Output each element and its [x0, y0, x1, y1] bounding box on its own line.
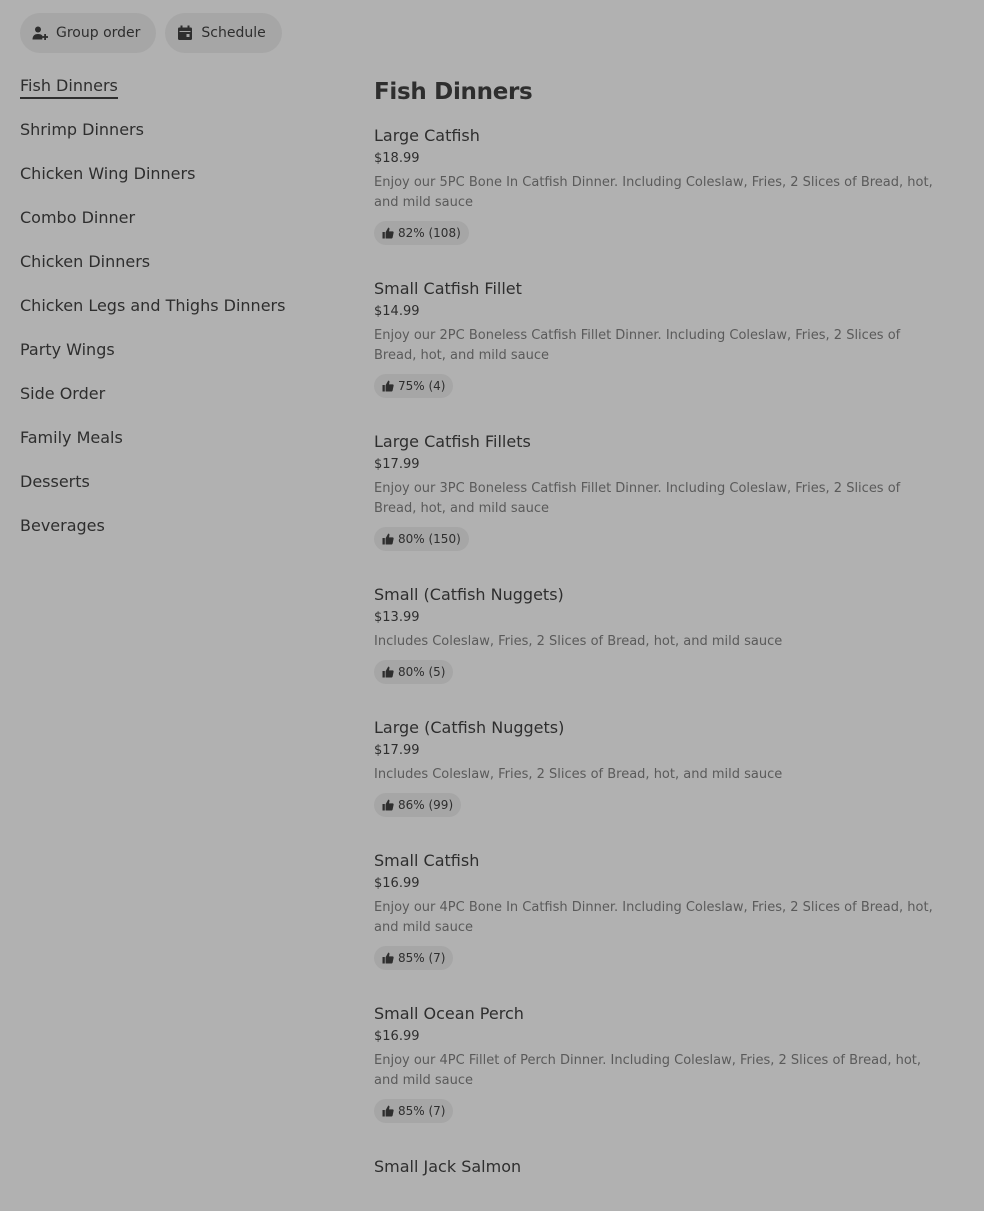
schedule-label: Schedule	[201, 25, 266, 41]
menu-item[interactable]	[374, 583, 954, 684]
thumbs-up-icon	[382, 380, 394, 392]
sidebar-item-label: Shrimp Dinners	[20, 120, 144, 139]
rating-text: 85% (7)	[398, 1104, 446, 1118]
sidebar-item-desserts[interactable]	[20, 470, 340, 514]
rating-badge	[374, 527, 469, 551]
item-price: $17.99	[374, 743, 420, 758]
item-price: $17.99	[374, 457, 420, 472]
item-name: Small (Catfish Nuggets)	[374, 585, 564, 604]
item-name: Small Catfish	[374, 851, 480, 870]
item-description: Enjoy our 2PC Boneless Catfish Fillet Dinner. Including Coleslaw, Fries, 2 Slices of Bread, hot, and mild sauce	[374, 328, 901, 363]
item-name: Small Ocean Perch	[374, 1004, 524, 1023]
item-price: $16.99	[374, 1029, 420, 1044]
rating-badge	[374, 793, 461, 817]
item-price: $13.99	[374, 610, 420, 625]
sidebar-item-fish-dinners[interactable]	[20, 74, 340, 118]
sidebar-item-label: Desserts	[20, 472, 90, 491]
rating-badge	[374, 1099, 453, 1123]
rating-text: 85% (7)	[398, 951, 446, 965]
thumbs-up-icon	[382, 952, 394, 964]
rating-text: 86% (99)	[398, 798, 454, 812]
item-description: Enjoy our 5PC Bone In Catfish Dinner. Including Coleslaw, Fries, 2 Slices of Bread, hot, and mild sauce	[374, 175, 933, 210]
rating-text: 80% (150)	[398, 532, 461, 546]
item-description: Includes Coleslaw, Fries, 2 Slices of Bread, hot, and mild sauce	[374, 767, 783, 782]
rating-badge	[374, 660, 453, 684]
menu-item[interactable]	[374, 1002, 954, 1123]
item-description: Enjoy our 4PC Fillet of Perch Dinner. Including Coleslaw, Fries, 2 Slices of Bread, hot, and mild sauce	[374, 1053, 922, 1088]
sidebar-item-label: Beverages	[20, 516, 105, 535]
item-name: Small Jack Salmon	[374, 1157, 522, 1176]
sidebar-item-label: Family Meals	[20, 428, 123, 447]
item-description: Includes Coleslaw, Fries, 2 Slices of Bread, hot, and mild sauce	[374, 634, 783, 649]
section-title: Fish Dinners	[374, 79, 533, 105]
item-name: Large Catfish	[374, 126, 480, 145]
thumbs-up-icon	[382, 799, 394, 811]
sidebar-item-party-wings[interactable]	[20, 338, 340, 382]
group-order-button[interactable]	[20, 13, 156, 53]
item-price: $14.99	[374, 304, 420, 319]
sidebar-item-label: Chicken Wing Dinners	[20, 164, 196, 183]
sidebar-item-beverages[interactable]	[20, 514, 340, 558]
group-order-label: Group order	[56, 25, 141, 41]
thumbs-up-icon	[382, 666, 394, 678]
menu-item[interactable]	[374, 430, 954, 551]
item-description: Enjoy our 3PC Boneless Catfish Fillet Dinner. Including Coleslaw, Fries, 2 Slices of Bread, hot, and mild sauce	[374, 481, 901, 516]
menu-item[interactable]	[374, 124, 954, 245]
rating-badge	[374, 221, 469, 245]
item-name: Large Catfish Fillets	[374, 432, 531, 451]
item-name: Large (Catfish Nuggets)	[374, 718, 565, 737]
rating-badge	[374, 946, 453, 970]
sidebar-item-chicken-dinners[interactable]	[20, 250, 340, 294]
item-price: $16.99	[374, 876, 420, 891]
rating-text: 75% (4)	[398, 379, 446, 393]
sidebar-item-label: Chicken Dinners	[20, 252, 151, 271]
schedule-button[interactable]	[165, 13, 281, 53]
menu-item[interactable]	[374, 716, 954, 817]
category-sidebar	[20, 74, 340, 558]
item-name: Small Catfish Fillet	[374, 279, 522, 298]
menu-item[interactable]	[374, 849, 954, 970]
menu-item[interactable]	[374, 1155, 954, 1179]
sidebar-item-label: Party Wings	[20, 340, 115, 359]
sidebar-item-label: Chicken Legs and Thighs Dinners	[20, 296, 286, 315]
sidebar-item-shrimp-dinners[interactable]	[20, 118, 340, 162]
sidebar-item-label: Side Order	[20, 384, 106, 403]
sidebar-item-chicken-legs-thighs[interactable]	[20, 294, 340, 338]
item-description: Enjoy our 4PC Bone In Catfish Dinner. Including Coleslaw, Fries, 2 Slices of Bread, hot, and mild sauce	[374, 900, 933, 935]
thumbs-up-icon	[382, 533, 394, 545]
menu-section	[374, 76, 954, 1211]
rating-text: 80% (5)	[398, 665, 446, 679]
item-price: $18.99	[374, 151, 420, 166]
sidebar-item-side-order[interactable]	[20, 382, 340, 426]
person-add-icon	[32, 25, 48, 41]
sidebar-item-label: Combo Dinner	[20, 208, 136, 227]
calendar-icon	[177, 25, 193, 41]
thumbs-up-icon	[382, 227, 394, 239]
sidebar-item-label: Fish Dinners	[20, 75, 118, 99]
thumbs-up-icon	[382, 1105, 394, 1117]
rating-badge	[374, 374, 453, 398]
sidebar-item-combo-dinner[interactable]	[20, 206, 340, 250]
rating-text: 82% (108)	[398, 226, 461, 240]
top-action-bar	[20, 13, 282, 53]
sidebar-item-chicken-wing-dinners[interactable]	[20, 162, 340, 206]
sidebar-item-family-meals[interactable]	[20, 426, 340, 470]
menu-item[interactable]	[374, 277, 954, 398]
